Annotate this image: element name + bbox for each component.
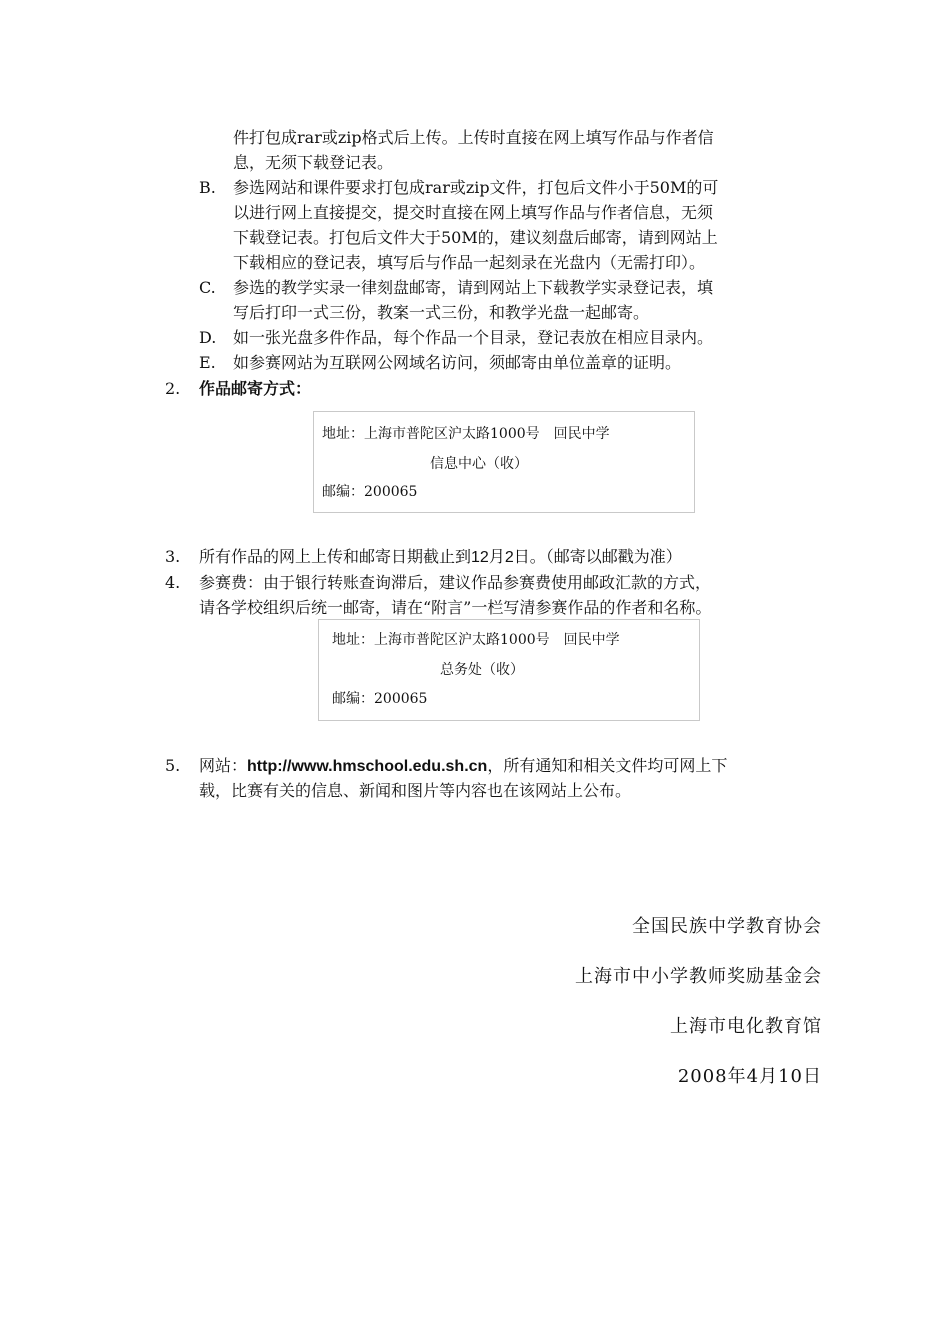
sub-item-b-line-4: 下载相应的登记表，填写后与作品一起刻录在光盘内（无需打印）。 — [233, 253, 706, 272]
item-4-line-1: 参赛费：由于银行转账查询滞后，建议作品参赛费使用邮政汇款的方式， — [199, 573, 712, 592]
address-box-1-address: 地址：上海市普陀区沪太路1000号 回民中学 — [322, 426, 610, 442]
sub-item-c-line-1: 参选的教学实录一律刻盘邮寄，请到网站上下载教学实录登记表，填 — [233, 278, 714, 297]
item-5-line-2: 载，比赛有关的信息、新闻和图片等内容也在该网站上公布。 — [199, 781, 632, 800]
sub-item-e-line-1: 如参赛网站为互联网公网域名访问，须邮寄由单位盖章的证明。 — [233, 353, 682, 372]
sub-item-b-line-2: 以进行网上直接提交，提交时直接在网上填写作品与作者信息，无须 — [233, 203, 714, 222]
item-2-number: 2. — [165, 379, 181, 398]
address-box-1-postcode: 邮编：200065 — [322, 484, 418, 500]
item-5-number: 5. — [165, 756, 181, 775]
sub-item-letter-c: C. — [199, 278, 216, 297]
sub-item-b-line-1: 参选网站和课件要求打包成rar或zip文件，打包后文件小于50M的可 — [233, 178, 719, 197]
sub-item-d-line-1: 如一张光盘多件作品，每个作品一个目录，登记表放在相应目录内。 — [233, 328, 714, 347]
signature-org-3: 上海市电化教育馆 — [670, 1016, 822, 1037]
item-5-text-after: ，所有通知和相关文件均可网上下 — [487, 756, 728, 775]
sub-item-letter-b: B. — [199, 178, 216, 197]
address-box-general-affairs — [318, 619, 700, 721]
item-3-text — [199, 546, 839, 569]
website-link[interactable]: http://www.hmschool.edu.sh.cn — [247, 758, 488, 775]
item-3-text-after: 。（邮寄以邮戳为准） — [529, 547, 682, 566]
intro-line-1: 件打包成rar或zip格式后上传。上传时直接在网上填写作品与作者信 — [233, 128, 714, 147]
item-2-title: 作品邮寄方式： — [199, 379, 312, 398]
item-3-text-before: 所有作品的网上上传和邮寄日期截止到 — [199, 547, 472, 566]
item-3-number: 3. — [165, 547, 181, 566]
item-3-deadline: 12月2日 — [471, 549, 530, 566]
signature-date: 2008年4月10日 — [677, 1066, 822, 1087]
sub-item-letter-d: D. — [199, 328, 217, 347]
item-4-line-2: 请各学校组织后统一邮寄，请在“附言”一栏写清参赛作品的作者和名称。 — [199, 598, 712, 617]
item-5-line-1 — [199, 755, 839, 778]
sub-item-letter-e: E. — [199, 353, 216, 372]
sub-item-b-line-3: 下载登记表。打包后文件大于50M的，建议刻盘后邮寄，请到网站上 — [233, 228, 718, 247]
signature-org-1: 全国民族中学教育协会 — [632, 916, 822, 937]
signature-org-2: 上海市中小学教师奖励基金会 — [575, 966, 822, 987]
address-box-1-recipient: 信息中心（收） — [430, 456, 528, 472]
address-box-info-center — [313, 411, 695, 513]
item-4-number: 4. — [165, 573, 181, 592]
address-box-2-postcode: 邮编：200065 — [332, 691, 428, 707]
intro-line-2: 息，无须下载登记表。 — [233, 153, 394, 172]
sub-item-c-line-2: 写后打印一式三份，教案一式三份，和教学光盘一起邮寄。 — [233, 303, 650, 322]
item-5-label: 网站： — [199, 756, 248, 775]
address-box-2-recipient: 总务处（收） — [440, 662, 524, 678]
address-box-2-address: 地址：上海市普陀区沪太路1000号 回民中学 — [332, 632, 620, 648]
